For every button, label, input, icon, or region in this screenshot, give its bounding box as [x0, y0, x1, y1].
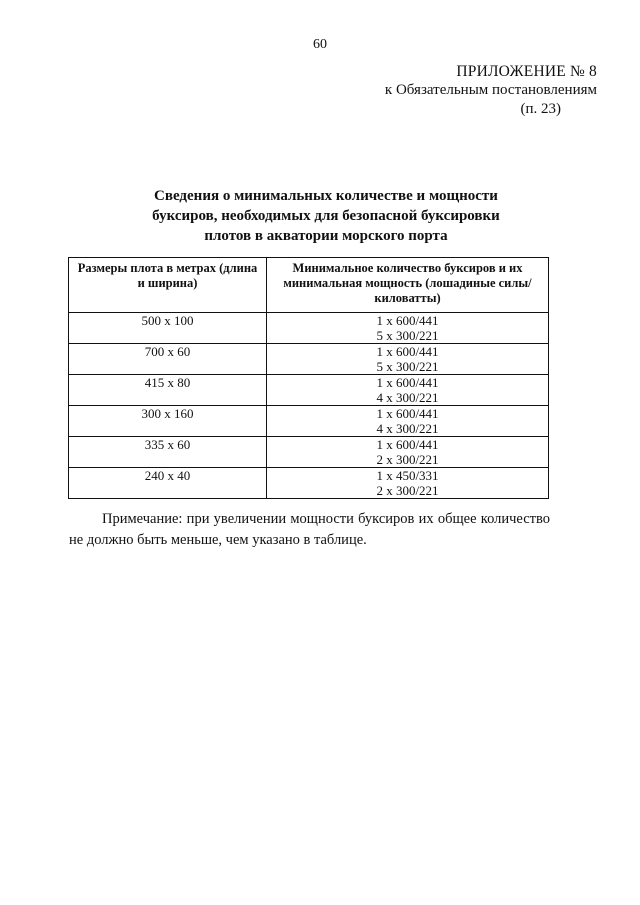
- tug-spec: 5 x 300/221: [376, 328, 439, 343]
- title-line: буксиров, необходимых для безопасной буксировки: [152, 208, 500, 224]
- raft-size-cell: 300 x 160: [69, 406, 267, 437]
- tug-spec: 2 x 300/221: [376, 452, 439, 467]
- tug-spec: 4 x 300/221: [376, 421, 439, 436]
- tug-spec: 1 x 600/441: [376, 344, 439, 359]
- raft-size-cell: 500 x 100: [69, 313, 267, 344]
- title-line: Сведения о минимальных количестве и мощности: [154, 188, 498, 204]
- table-header-row: [69, 258, 549, 313]
- tugs-cell: [267, 344, 549, 375]
- raft-size-cell: 415 x 80: [69, 375, 267, 406]
- appendix-title: ПРИЛОЖЕНИЕ № 8: [456, 63, 597, 80]
- table-row: [69, 344, 549, 375]
- tugs-cell: [267, 406, 549, 437]
- title-line: плотов в акватории морского порта: [204, 228, 448, 244]
- document-title: [120, 186, 532, 246]
- tugs-cell: [267, 437, 549, 468]
- tug-spec: 1 x 450/331: [376, 468, 439, 483]
- page-number: 60: [313, 37, 327, 52]
- tug-requirements-table: [68, 257, 549, 499]
- tug-spec: 4 x 300/221: [376, 390, 439, 405]
- tug-spec: 5 x 300/221: [376, 359, 439, 374]
- table-row: [69, 406, 549, 437]
- tug-spec: 2 x 300/221: [376, 483, 439, 498]
- table-row: [69, 375, 549, 406]
- table-note: Примечание: при увеличении мощности буксиров их общее количество не должно быть меньше, чем указано в таблице.: [69, 511, 550, 548]
- tugs-cell: [267, 468, 549, 499]
- column-header-tugs: Минимальное количество буксиров и их минимальная мощность (лошадиные силы/киловатты): [267, 258, 549, 313]
- table-row: [69, 313, 549, 344]
- tugs-cell: [267, 375, 549, 406]
- appendix-header: [385, 62, 597, 119]
- column-header-raft-size: Размеры плота в метрах (длина и ширина): [69, 258, 267, 313]
- raft-size-cell: 240 x 40: [69, 468, 267, 499]
- table-row: [69, 437, 549, 468]
- tug-spec: 1 x 600/441: [376, 437, 439, 452]
- table-row: [69, 468, 549, 499]
- tug-spec: 1 x 600/441: [376, 406, 439, 421]
- raft-size-cell: 335 x 60: [69, 437, 267, 468]
- tug-spec: 1 x 600/441: [376, 313, 439, 328]
- appendix-subtitle: к Обязательным постановлениям: [384, 82, 597, 98]
- appendix-reference: (п. 23): [520, 101, 561, 117]
- raft-size-cell: 700 x 60: [69, 344, 267, 375]
- tugs-cell: [267, 313, 549, 344]
- tug-spec: 1 x 600/441: [376, 375, 439, 390]
